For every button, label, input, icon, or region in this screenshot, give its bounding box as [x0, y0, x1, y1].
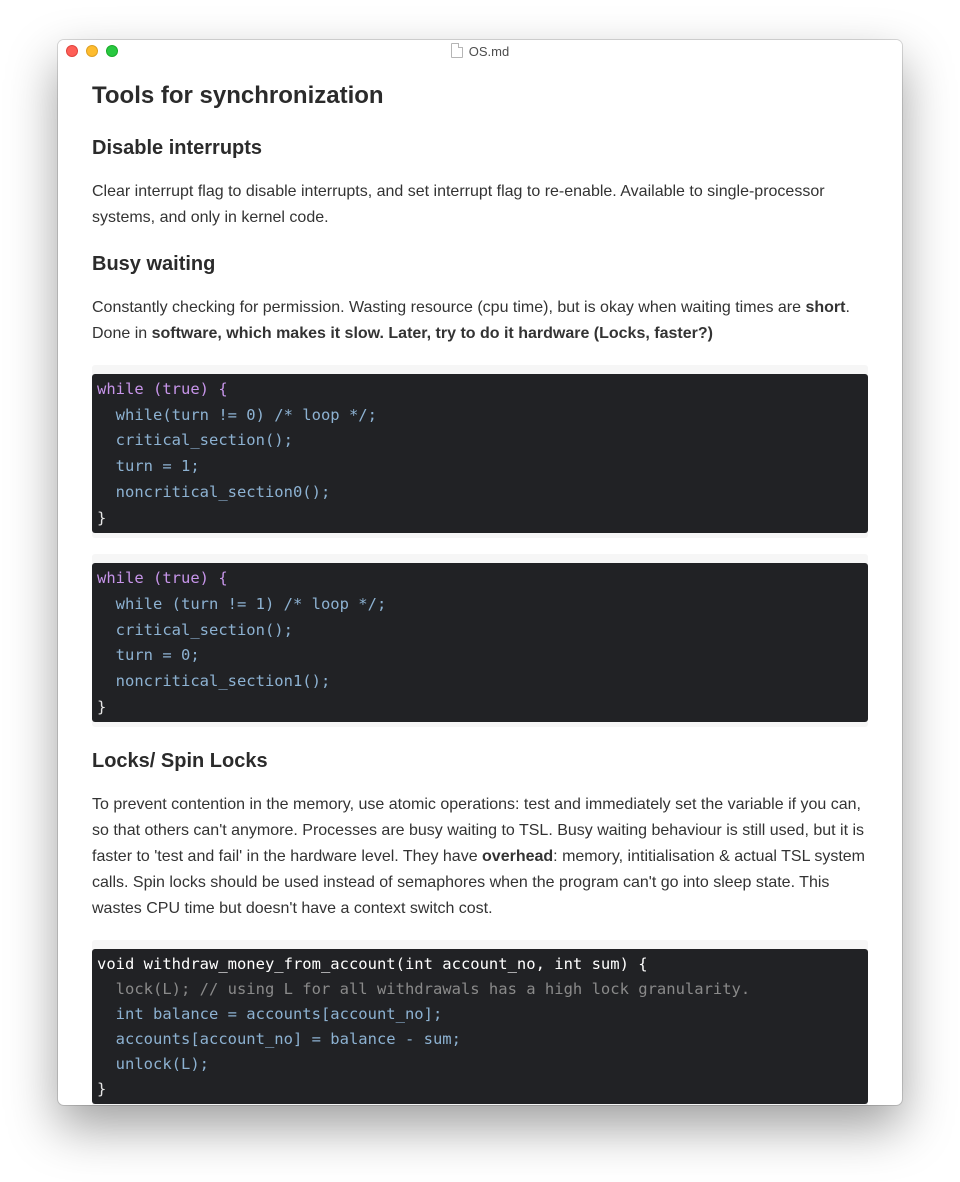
code-line: while (turn != 1) /* loop */; [97, 594, 387, 613]
code-block-1-body[interactable] [92, 374, 868, 533]
paragraph-disable-interrupts: Clear interrupt flag to disable interrupts, and set interrupt flag to re-enable. Available to single-processor systems, and only in kernel code. [92, 183, 825, 226]
busy-bold-short: short [805, 299, 846, 316]
code-line: turn = 1; [97, 457, 200, 476]
window-title-text: OS.md [468, 44, 510, 59]
code-line: critical_section(); [97, 620, 293, 639]
code-line: while(turn != 0) /* loop */; [97, 405, 377, 424]
code-line: void withdraw_money_from_account(int account_no, int sum) { [97, 955, 648, 974]
heading-disable-interrupts: Disable interrupts [92, 137, 263, 159]
title-bar[interactable] [58, 40, 902, 62]
locks-bold-overhead: overhead [482, 848, 554, 866]
heading-locks-spin-locks: Locks/ Spin Locks [92, 750, 268, 773]
code-line: lock(L); // using L for all withdrawals has a high lock granularity. [97, 980, 751, 999]
busy-text-a: Constantly checking for permission. Wasting resource (cpu time), but is okay when waiting times are [92, 299, 806, 316]
code-block-3-body[interactable] [92, 949, 868, 1104]
locks-text-b: : memory, intitialisation & actual TSL system calls. Spin locks should be used instead of semaphores when the program can't go into sleep state. This wastes CPU time but doesn't have a context switch cost. [92, 848, 865, 918]
code-block-2 [92, 554, 868, 727]
window-title [58, 43, 902, 59]
code-line: while (true) { [97, 569, 228, 588]
code-line: int balance = accounts[account_no]; [97, 1005, 443, 1024]
busy-text-b: . Done in [92, 299, 850, 342]
paragraph-busy-waiting [92, 295, 868, 347]
code-line: unlock(L); [97, 1055, 209, 1074]
code-block-1 [92, 365, 868, 538]
code-line: noncritical_section1(); [97, 672, 331, 691]
busy-bold-software: software, which makes it slow. Later, try to do it hardware (Locks, faster?) [151, 325, 713, 342]
code-block-2-body[interactable] [92, 563, 868, 722]
heading-tools-for-synchronization: Tools for synchronization [92, 82, 384, 109]
paragraph-locks [92, 792, 868, 922]
heading-busy-waiting: Busy waiting [92, 253, 216, 275]
editor-window [58, 40, 902, 1105]
code-line: while (true) { [97, 380, 228, 398]
code-line: } [97, 508, 107, 527]
code-line: } [97, 697, 107, 716]
locks-text-a: To prevent contention in the memory, use atomic operations: test and immediately set the variable if you can, so that others can't anymore. Processes are busy waiting to TSL. Busy waiting behaviour is still used, but it is faster to 'test and fail' in the hardware level. They have [92, 796, 865, 866]
code-line: } [97, 1080, 107, 1099]
code-line: noncritical_section0(); [97, 482, 331, 501]
code-line: accounts[account_no] = balance - sum; [97, 1030, 461, 1049]
code-line: turn = 0; [97, 646, 200, 665]
code-line: critical_section(); [97, 431, 293, 450]
document-icon [451, 43, 463, 58]
code-block-3 [92, 940, 868, 1105]
document-content[interactable] [92, 62, 868, 1105]
